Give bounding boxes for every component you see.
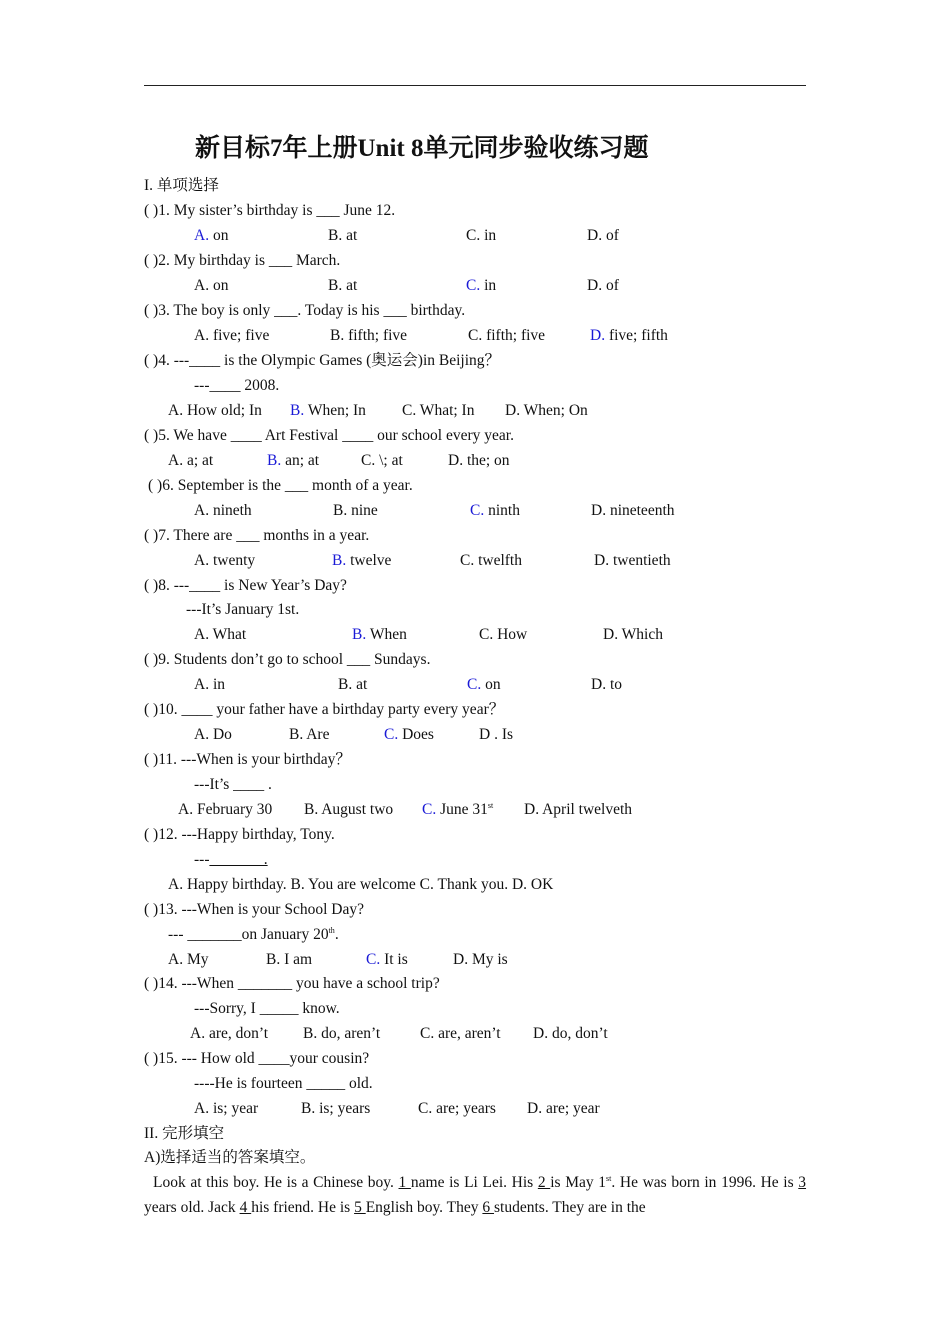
cloze-passage: Look at this boy. He is a Chinese boy. 1 name is Li Lei. His 2 is May 1st. He was born in 1996. He is 3 years old. Jack 4 his friend. He is 5 English boy. They 6 students. They are in the: [144, 1174, 807, 1216]
answer-blank: _______.: [209, 851, 268, 868]
q11-option-a[interactable]: A. February 30: [178, 801, 273, 818]
question-6-stem: ( )6. September is the ___ month of a year.: [148, 477, 413, 494]
q5-option-b[interactable]: B. an; at: [267, 452, 320, 469]
question-13-stem-2: --- _______on January 20th.: [168, 926, 339, 943]
blank-4[interactable]: 4: [239, 1199, 252, 1216]
q8-option-a[interactable]: A. What: [194, 626, 247, 643]
q14-option-d[interactable]: D. do, don’t: [533, 1025, 608, 1042]
q10-option-c[interactable]: C. Does: [384, 726, 434, 743]
q13-option-b[interactable]: B. I am: [266, 951, 313, 968]
question-11-stem-2: ---It’s ____ .: [194, 776, 272, 793]
q6-option-d[interactable]: D. nineteenth: [591, 502, 675, 519]
q3-option-a[interactable]: A. five; five: [194, 327, 270, 344]
question-12-stem-2: ---_______.: [194, 851, 268, 868]
question-5-stem: ( )5. We have ____ Art Festival ____ our school every year.: [144, 427, 514, 444]
blank-3[interactable]: 3: [798, 1174, 807, 1191]
q10-option-d[interactable]: D . Is: [479, 726, 514, 743]
question-14-stem-2: ---Sorry, I _____ know.: [194, 1000, 340, 1017]
q10-option-b[interactable]: B. Are: [289, 726, 330, 743]
q11-option-c[interactable]: C. June 31st: [422, 801, 494, 818]
question-15-stem-2: ----He is fourteen _____ old.: [194, 1075, 373, 1092]
question-8-stem: ( )8. ---____ is New Year’s Day?: [144, 577, 347, 594]
answer-key-marker: C.: [466, 277, 481, 294]
blank-6[interactable]: 6: [482, 1199, 495, 1216]
section-heading-2: II. 完形填空: [144, 1125, 225, 1142]
q14-option-a[interactable]: A. are, don’t: [190, 1025, 269, 1042]
answer-key-marker: B.: [332, 552, 347, 569]
question-1-stem: ( )1. My sister’s birthday is ___ June 12.: [144, 202, 396, 219]
q3-option-b[interactable]: B. fifth; five: [330, 327, 408, 344]
q7-option-d[interactable]: D. twentieth: [594, 552, 671, 569]
answer-key-marker: B.: [290, 402, 305, 419]
question-10-stem: ( )10. ____ your father have a birthday party every year？: [144, 701, 505, 718]
q9-option-c[interactable]: C. on: [467, 676, 501, 693]
page-title: 新目标7年上册Unit 8单元同步验收练习题: [195, 135, 649, 162]
q9-option-d[interactable]: D. to: [591, 676, 622, 693]
q7-option-b[interactable]: B. twelve: [332, 552, 392, 569]
question-11-stem: ( )11. ---When is your birthday？: [144, 751, 351, 768]
q11-option-d[interactable]: D. April twelveth: [524, 801, 633, 818]
q12-options[interactable]: A. Happy birthday. B. You are welcome C. Thank you. D. OK: [168, 876, 554, 893]
section-2a-instruction: A)选择适当的答案填空。: [144, 1149, 316, 1166]
q13-option-d[interactable]: D. My is: [453, 951, 508, 968]
q14-option-b[interactable]: B. do, aren’t: [303, 1025, 381, 1042]
question-2-stem: ( )2. My birthday is ___ March.: [144, 252, 341, 269]
q8-option-c[interactable]: C. How: [479, 626, 528, 643]
q1-option-d[interactable]: D. of: [587, 227, 619, 244]
blank-1[interactable]: 1: [398, 1174, 411, 1191]
q9-option-b[interactable]: B. at: [338, 676, 368, 693]
answer-key-marker: B.: [352, 626, 367, 643]
blank-5[interactable]: 5: [354, 1199, 366, 1216]
answer-key-marker: A.: [194, 227, 210, 244]
question-12-stem: ( )12. ---Happy birthday, Tony.: [144, 826, 335, 843]
q3-option-d[interactable]: D. five; fifth: [590, 327, 668, 344]
q10-option-a[interactable]: A. Do: [194, 726, 232, 743]
q3-option-c[interactable]: C. fifth; five: [468, 327, 546, 344]
header-rule: [144, 85, 806, 86]
q15-option-a[interactable]: A. is; year: [194, 1100, 259, 1117]
q2-option-d[interactable]: D. of: [587, 277, 619, 294]
q5-option-d[interactable]: D. the; on: [448, 452, 510, 469]
answer-key-marker: D.: [590, 327, 606, 344]
answer-key-marker: B.: [267, 452, 282, 469]
q6-option-a[interactable]: A. nineth: [194, 502, 252, 519]
q7-option-a[interactable]: A. twenty: [194, 552, 256, 569]
question-9-stem: ( )9. Students don’t go to school ___ Sundays.: [144, 651, 431, 668]
question-4-stem: ( )4. ---____ is the Olympic Games (奥运会)in Beijing？: [144, 352, 501, 369]
q15-option-c[interactable]: C. are; years: [418, 1100, 496, 1117]
q8-option-d[interactable]: D. Which: [603, 626, 663, 643]
q15-option-b[interactable]: B. is; years: [301, 1100, 371, 1117]
question-8-stem-2: ---It’s January 1st.: [186, 601, 300, 618]
q13-option-c[interactable]: C. It is: [366, 951, 408, 968]
question-3-stem: ( )3. The boy is only ___. Today is his ___ birthday.: [144, 302, 466, 319]
q4-option-c[interactable]: C. What; In: [402, 402, 475, 419]
answer-key-marker: C.: [422, 801, 437, 818]
q11-option-b[interactable]: B. August two: [304, 801, 394, 818]
answer-key-marker: C.: [470, 502, 485, 519]
q5-option-a[interactable]: A. a; at: [168, 452, 214, 469]
q4-option-a[interactable]: A. How old; In: [168, 402, 262, 419]
q14-option-c[interactable]: C. are, aren’t: [420, 1025, 501, 1042]
q2-option-c[interactable]: C. in: [466, 277, 497, 294]
q9-option-a[interactable]: A. in: [194, 676, 225, 693]
q1-option-a[interactable]: A. on: [194, 227, 229, 244]
q6-option-c[interactable]: C. ninth: [470, 502, 520, 519]
q2-option-a[interactable]: A. on: [194, 277, 229, 294]
answer-key-marker: C.: [467, 676, 482, 693]
question-7-stem: ( )7. There are ___ months in a year.: [144, 527, 370, 544]
q2-option-b[interactable]: B. at: [328, 277, 358, 294]
q4-option-d[interactable]: D. When; On: [505, 402, 588, 419]
question-13-stem: ( )13. ---When is your School Day?: [144, 901, 364, 918]
question-15-stem: ( )15. --- How old ____your cousin?: [144, 1050, 370, 1067]
answer-key-marker: C.: [366, 951, 381, 968]
q13-option-a[interactable]: A. My: [168, 951, 209, 968]
section-heading-1: I. 单项选择: [144, 177, 219, 194]
q1-option-c[interactable]: C. in: [466, 227, 497, 244]
q8-option-b[interactable]: B. When: [352, 626, 407, 643]
q5-option-c[interactable]: C. \; at: [361, 452, 403, 469]
q6-option-b[interactable]: B. nine: [333, 502, 378, 519]
q4-option-b[interactable]: B. When; In: [290, 402, 366, 419]
q1-option-b[interactable]: B. at: [328, 227, 358, 244]
answer-key-marker: C.: [384, 726, 399, 743]
q7-option-c[interactable]: C. twelfth: [460, 552, 522, 569]
blank-2[interactable]: 2: [537, 1174, 551, 1191]
question-4-stem-2: ---____ 2008.: [194, 377, 280, 394]
q15-option-d[interactable]: D. are; year: [527, 1100, 600, 1117]
question-14-stem: ( )14. ---When _______ you have a school trip?: [144, 975, 440, 992]
